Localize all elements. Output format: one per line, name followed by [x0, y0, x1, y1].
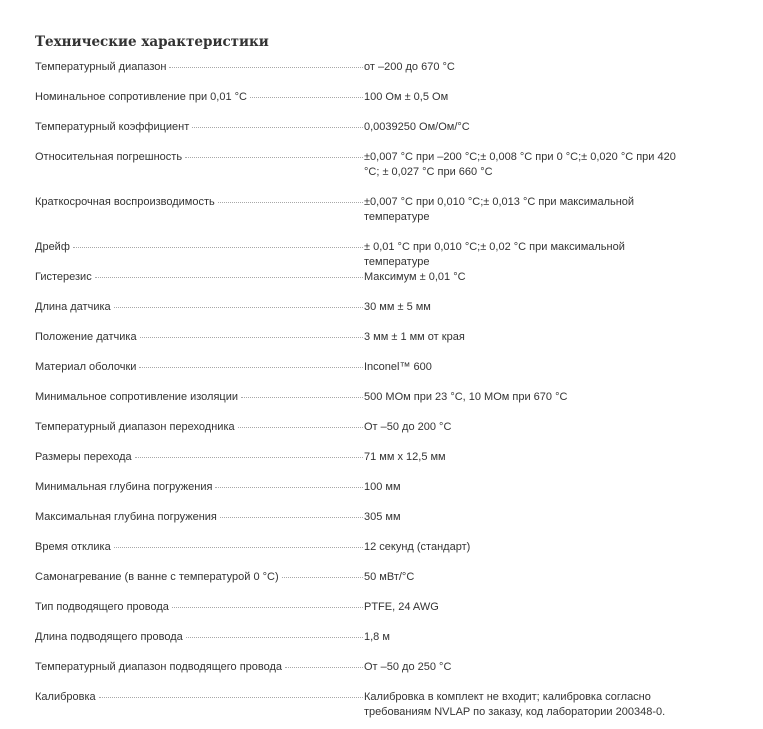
spec-label: Номинальное сопротивление при 0,01 °C — [35, 91, 247, 103]
dotted-leader — [135, 457, 363, 458]
spec-label: Самонагревание (в ванне с температурой 0 °C) — [35, 571, 279, 583]
spec-value: 100 мм — [364, 481, 401, 493]
spec-list — [35, 60, 715, 720]
dotted-leader — [169, 67, 363, 68]
spec-value: Inconel™ 600 — [364, 361, 432, 373]
spec-value: 71 мм x 12,5 мм — [364, 451, 446, 463]
spec-label-cell — [35, 120, 363, 135]
spec-label: Краткосрочная воспроизводимость — [35, 196, 215, 208]
spec-row — [35, 420, 715, 450]
spec-label-cell — [35, 330, 363, 345]
spec-label: Минимальное сопротивление изоляции — [35, 391, 239, 403]
dotted-leader — [140, 337, 363, 338]
spec-label: Относительная погрешность — [35, 151, 183, 163]
spec-label-cell — [35, 510, 363, 525]
spec-label-cell — [35, 690, 363, 705]
dotted-leader — [192, 127, 363, 128]
spec-value: ± 0,01 °C при 0,010 °C;± 0,02 °C при максимальной температуре — [364, 241, 625, 268]
spec-value: От –50 до 250 °C — [364, 661, 452, 673]
dotted-leader — [73, 247, 363, 248]
dotted-leader — [250, 97, 363, 98]
spec-row — [35, 240, 715, 270]
spec-value: от –200 до 670 °C — [364, 61, 455, 73]
spec-row — [35, 630, 715, 660]
spec-row — [35, 660, 715, 690]
spec-label-cell — [35, 390, 363, 405]
spec-label: Температурный диапазон — [35, 61, 167, 73]
spec-row — [35, 690, 715, 720]
spec-value: 1,8 м — [364, 631, 390, 643]
spec-label-cell — [35, 480, 363, 495]
spec-value: От –50 до 200 °C — [364, 421, 452, 433]
spec-row — [35, 90, 715, 120]
dotted-leader — [172, 607, 363, 608]
spec-value: 3 мм ± 1 мм от края — [364, 331, 465, 343]
spec-row — [35, 120, 715, 150]
spec-value: ±0,007 °C при 0,010 °C;± 0,013 °C при максимальной температуре — [364, 196, 635, 223]
spec-value: 100 Ом ± 0,5 Ом — [364, 91, 449, 103]
spec-label: Положение датчика — [35, 331, 137, 343]
spec-value: ±0,007 °C при –200 °C;± 0,008 °C при 0 °C;± 0,020 °C при 420 °C; ± 0,027 °C при 660 °C — [364, 151, 676, 178]
spec-label-cell — [35, 570, 363, 585]
spec-row — [35, 300, 715, 330]
dotted-leader — [99, 697, 363, 698]
spec-value: 500 МОм при 23 °C, 10 МОм при 670 °C — [364, 391, 568, 403]
spec-value: 305 мм — [364, 511, 401, 523]
spec-row — [35, 330, 715, 360]
dotted-leader — [114, 307, 363, 308]
spec-row — [35, 390, 715, 420]
spec-label-cell — [35, 300, 363, 315]
spec-label: Длина подводящего провода — [35, 631, 183, 643]
dotted-leader — [220, 517, 363, 518]
spec-label: Дрейф — [35, 241, 70, 253]
spec-value: 12 секунд (стандарт) — [364, 541, 471, 553]
dotted-leader — [282, 577, 363, 578]
dotted-leader — [241, 397, 363, 398]
spec-label: Температурный коэффициент — [35, 121, 190, 133]
dotted-leader — [215, 487, 363, 488]
spec-label: Размеры перехода — [35, 451, 132, 463]
dotted-leader — [139, 367, 363, 368]
spec-label: Время отклика — [35, 541, 111, 553]
dotted-leader — [238, 427, 363, 428]
spec-label-cell — [35, 270, 363, 285]
spec-row — [35, 510, 715, 540]
spec-label: Калибровка — [35, 691, 96, 703]
spec-label: Минимальная глубина погружения — [35, 481, 213, 493]
spec-label-cell — [35, 240, 363, 255]
spec-value: Максимум ± 0,01 °C — [364, 271, 466, 283]
dotted-leader — [285, 667, 363, 668]
dotted-leader — [185, 157, 363, 158]
spec-label: Температурный диапазон подводящего провода — [35, 661, 283, 673]
spec-value: PTFE, 24 AWG — [364, 601, 439, 613]
spec-value: 50 мВт/°C — [364, 571, 415, 583]
spec-label-cell — [35, 540, 363, 555]
dotted-leader — [95, 277, 363, 278]
spec-label: Максимальная глубина погружения — [35, 511, 217, 523]
spec-value: Калибровка в комплект не входит; калибровка согласно требованиям NVLAP по заказу, код лаборатории 200348-0. — [364, 691, 666, 718]
spec-label-cell — [35, 60, 363, 75]
section-title: Технические характеристики — [35, 34, 269, 50]
spec-row — [35, 480, 715, 510]
spec-label-cell — [35, 150, 363, 165]
spec-row — [35, 540, 715, 570]
spec-row — [35, 570, 715, 600]
spec-label-cell — [35, 90, 363, 105]
spec-label-cell — [35, 600, 363, 615]
spec-row — [35, 195, 715, 240]
spec-label: Гистерезис — [35, 271, 92, 283]
spec-label-cell — [35, 660, 363, 675]
spec-label: Температурный диапазон переходника — [35, 421, 235, 433]
spec-row — [35, 60, 715, 90]
spec-label-cell — [35, 195, 363, 210]
spec-label-cell — [35, 630, 363, 645]
spec-row — [35, 600, 715, 630]
dotted-leader — [114, 547, 363, 548]
spec-value: 30 мм ± 5 мм — [364, 301, 431, 313]
spec-row — [35, 150, 715, 195]
spec-label: Длина датчика — [35, 301, 111, 313]
spec-label-cell — [35, 450, 363, 465]
spec-row — [35, 270, 715, 300]
dotted-leader — [218, 202, 363, 203]
spec-label-cell — [35, 360, 363, 375]
spec-label-cell — [35, 420, 363, 435]
spec-row — [35, 360, 715, 390]
spec-value: 0,0039250 Ом/Ом/°C — [364, 121, 470, 133]
spec-label: Материал оболочки — [35, 361, 137, 373]
spec-row — [35, 450, 715, 480]
spec-label: Тип подводящего провода — [35, 601, 169, 613]
dotted-leader — [186, 637, 363, 638]
